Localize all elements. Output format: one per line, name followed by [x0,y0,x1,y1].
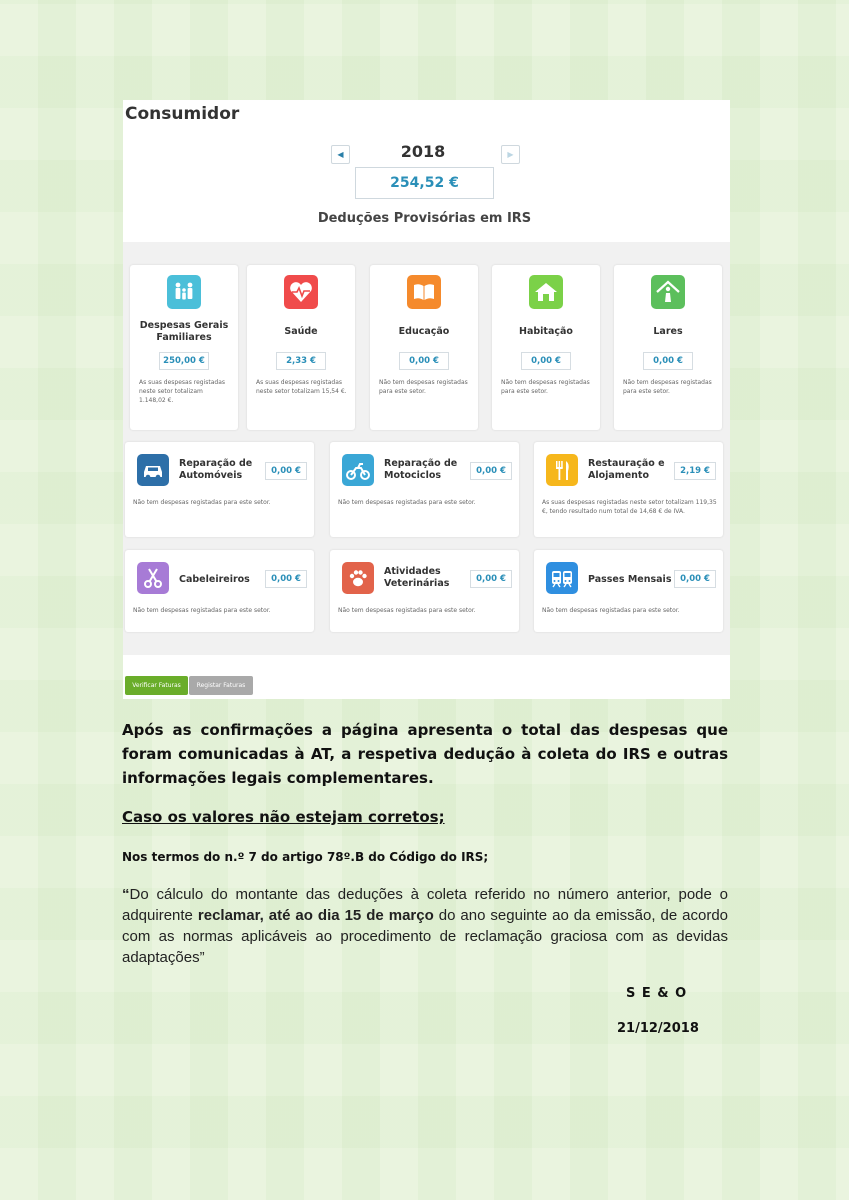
year-label: 2018 [400,142,446,161]
category-note: As suas despesas registadas neste setor totalizam 15,54 €. [256,379,347,395]
action-bar [123,655,730,699]
explanation-paragraph: Após as confirmações a página apresenta o total das despesas que foram comunicadas à AT, a respetiva dedução à coleta do IRS e outras informações legais complementares. [122,721,728,787]
category-name: Cabeleireiros [179,574,250,585]
category-amount: 2,19 € [674,462,716,480]
category-name: Atividades Veterinárias [384,566,450,589]
document-date: 21/12/2018 [617,1021,699,1036]
category-name: Saúde [284,326,318,337]
fork-knife-icon [546,454,578,486]
house-icon [529,275,563,309]
signature: S E & O [626,986,688,1001]
bus-train-icon [546,562,578,594]
category-name: Passes Mensais [588,574,672,585]
quote-text-end: do ano seguinte ao da emissão, de acordo com as normas aplicáveis ao procedimento de reclamação graciosa com as devidas adaptações” [122,907,729,966]
category-amount: 0,00 € [643,352,693,370]
category-card-cabeleireiros[interactable] [125,550,314,632]
heart-pulse-icon [284,275,318,309]
category-note: Não tem despesas registadas para este setor. [542,607,680,614]
category-amount: 2,33 € [276,352,326,370]
category-card-habitacao[interactable] [492,265,600,430]
chevron-left-icon: ◀ [337,150,344,159]
next-year-button[interactable] [501,145,520,164]
chevron-right-icon: ▶ [507,150,514,159]
category-card-despesas-gerais[interactable] [130,265,238,430]
quote-open-mark: “ [122,886,130,903]
category-note: As suas despesas registadas neste setor totalizam 1.148,02 €. [139,379,226,404]
category-card-saude[interactable] [247,265,355,430]
app-screenshot [123,100,730,699]
category-card-lares[interactable] [614,265,722,430]
legal-reference: Nos termos do n.º 7 do artigo 78º.B do Código do IRS; [122,850,489,864]
register-invoices-button[interactable]: Registar Faturas [189,676,253,695]
legal-quote [122,884,728,968]
category-note: Não tem despesas registadas para este setor. [133,607,271,614]
category-note: Não tem despesas registadas para este setor. [379,379,468,395]
category-note: Não tem despesas registadas para este setor. [133,499,271,506]
category-amount: 0,00 € [674,570,716,588]
category-amount: 0,00 € [265,462,307,480]
quote-highlight: reclamar, até ao dia 15 de março [197,907,434,924]
category-card-educacao[interactable] [370,265,478,430]
family-icon [167,275,201,309]
total-deduction: 254,52 € [355,167,494,199]
scissors-icon [137,562,169,594]
paw-icon [342,562,374,594]
category-amount: 0,00 € [470,462,512,480]
category-amount: 0,00 € [521,352,571,370]
previous-year-button[interactable] [331,145,350,164]
category-note: As suas despesas registadas neste setor totalizam 119,35 €, tendo resultado num total de 14,68 € de IVA. [542,499,717,515]
category-note: Não tem despesas registadas para este setor. [338,499,476,506]
verify-invoices-button[interactable]: Verificar Faturas [125,676,188,695]
category-note: Não tem despesas registadas para este setor. [501,379,590,395]
category-note: Não tem despesas registadas para este setor. [338,607,476,614]
category-card-motociclos[interactable] [330,442,519,537]
category-name: Reparação de Motociclos [384,458,458,481]
motorcycle-icon [342,454,374,486]
category-card-automoveis[interactable] [125,442,314,537]
home-person-icon [651,275,685,309]
category-note: Não tem despesas registadas para este setor. [623,379,712,395]
category-amount: 0,00 € [399,352,449,370]
category-card-restauracao[interactable] [534,442,723,537]
category-card-passes-mensais[interactable] [534,550,723,632]
category-card-veterinarias[interactable] [330,550,519,632]
section-subtitle: Deduções Provisórias em IRS [317,211,532,226]
category-name: Educação [398,326,450,337]
car-icon [137,454,169,486]
category-name: Despesas Gerais Familiares [139,320,229,343]
page-title: Consumidor [125,104,240,124]
categories-grid [123,242,730,655]
category-amount: 250,00 € [159,352,209,370]
category-name: Restauração e Alojamento [588,458,665,481]
category-amount: 0,00 € [265,570,307,588]
category-name: Reparação de Automóveis [179,458,253,481]
category-name: Lares [653,326,683,337]
category-name: Habitação [519,326,573,337]
section-heading: Caso os valores não estejam corretos; [122,808,445,826]
quote-text-start: Do cálculo do montante das deduções à coleta referido no número anterior, pode o adquirente [122,886,728,924]
consumer-header [123,100,730,242]
category-amount: 0,00 € [470,570,512,588]
book-icon [407,275,441,309]
